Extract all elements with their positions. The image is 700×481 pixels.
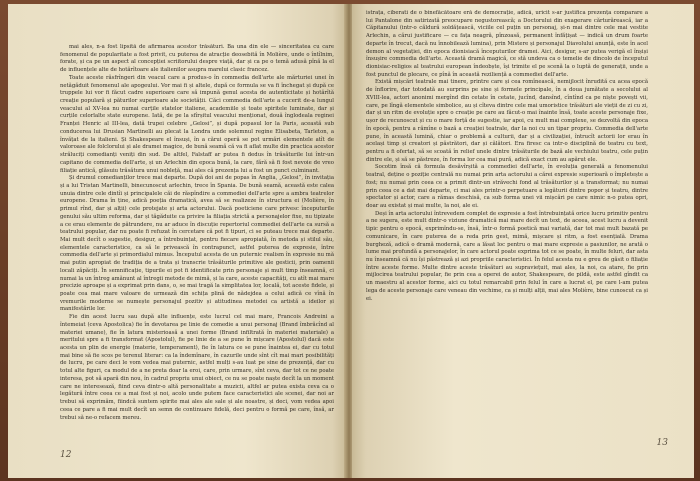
right-page-number: 13 — [656, 438, 668, 448]
right-page-text — [366, 10, 648, 450]
right-page — [352, 4, 694, 478]
left-page-text — [60, 44, 334, 440]
left-paragraph: mai ales, n-a fost lipsită de afirmarea acestor trăsături. Ba una din ele — sinceritatea cu care fenomenul de popularitate a fost privit, cu puterea de atracție deosebită în Molière, unde o întîlnim, forate, și ca pe un aspect al concepției scriitorului despre viață, dar și ca pe o temă adusă pînă la el de influențele alte de hotărîtoare ale italienilor asupra marelui clasic francez. — [60, 44, 334, 74]
right-paragraph: Există mișcări teatrale mai tinere, printre care și cea romînească, nemijlocit înrudită cu acea epocă de înflorire, dar totodată au surprins pe sine și formele principale, în a doua jumătate a secolului al XVIII-lea, actori anonimi mergînd din cetate în cetate, jucînd, dansînd, cîntînd ca pe niște povești vii, care, pe lîngă elementele simbolice, au și cîteva dintre cele mai umoristice trăsături ale vieții de zi cu zi, dar și un ritm de evoluție spre o creație pe care au făcut-o mai înainte însă, toate aceste personaje fixe, ușor de recunoscut și cu o mare forță de sugestie, iar apoi, cu mult mai complexe, se dezvoltă din epoca în epocă, pentru a rămîne o bază a creației teatrale, dar la noi cu un tipar propriu. Commedia dell'arte pune, în această lumină, chiar o problemă a culturii, dar și a civilizației, întrucît actorii lor erau în același timp și creatori și păstrători, dar și călători. Era firesc ca intr-o disciplină de teatru cu text, pentru a fi ofertat, să se scoată în relief unele dintre trăsăturile de bază ale vechiului teatru, cele puțin dintre ele, și să se păstreze, în forma lor cea mai pură, adică exact cum au apărut ele. — [366, 79, 648, 163]
left-page-number: 12 — [60, 450, 72, 460]
left-page — [8, 4, 346, 478]
right-paragraph: Deși în arta actorului întrevedem complet de expresie a fost întrebuințată orice lucru primitiv pentru a ne sugera, este mult dintr-o viziune dramatică mai mare decît un text, de aceea, acest lucru a devenit tipic pentru o epocă, exprimîndu-se, însă, într-o formă poetică mai variată, dar tot mai mult bazată pe comunicare, în care puterea de a reda prin gest, mimă, mișcare și ritm, a fost esențială. Drama burgheză, adică o dramă modernă, care a lăsat loc pentru o mai mare expresie a pasiunilor, ne arată o lume mai profundă a personajelor, în care actorul poate exprima tot ce se poate, în multe feluri, dar asta nu înseamnă că nu își păstrează și azi propriile caracteristici. În felul acesta nu e greu de găsit o filiație între aceste forme. Multe dintre aceste trăsături au supraviețuit, mai ales, la noi, ca atare, fie prin mijlocirea teatrului popular, fie prin cea a operei de autor, Shakespeare, de pildă, este astfel gîndit ca un maestru al acestor forme, aici cu totul remarcabil prin felul în care a lucrat el, pe care l-am putea lega de aceste personaje care veneau din vechime, ca și mulți alții, mai ales Molière, bine cunoscut ca și ei. — [366, 210, 648, 302]
right-paragraph: Socotim însă că formula desăvîrșită a commediei dell'arte, în evoluția generală a fenomenului teatral, deține o poziție centrală nu numai prin arta actorului a cărei expresie superioară o împletește a fost; nu numai prin ceea ce a primit dintr-un străvechi fond al trăsăturilor și a transformat; nu numai prin ceea ce a dat mai departe, ci mai ales printr-o perpetuare a legăturii dintre popor și teatru, dintre spectator și actor, care a rămas deschisă, ca sub forma unei vii mișcări pe care nimic n-o putea opri, doar au existat și mai multe, la noi, ale ei. — [366, 164, 648, 209]
left-paragraph: Toate aceste răsfrîngeri din veacul care a produs-o în commedia dell'arte ale mărturiei unei în netăgăduit fenomenul ale apogeului. Vor mai fi și altele, după ce formula se va fi închegat și după ce truppele lui vor fi făcut cadre superioare care să impună genul acesta de autenticitate și hotărîtă creație populară și păturilor superioare ale societății. Căci commedia dell'arte a cucerit de-a lungul veacului al XV-lea nu numai curțile statelor italiene, academiile și toate spiritele luminate, dar și curțile celorlalte state europene. Iată, de pe la sfîrșitul veacului menționat, două înglodeala reginei Franței Henric al III-lea, dată trupei celebre „Gelosi”, și după popasul lor la Paris, această sub conducerea lui Drusian Martinelli au plecat la Londra unde solemnul regine Elisabeta, Tarleton, a învățat de la italieni. Și Shakespeare el însuși, în a cărui operă se pot urmări elementele atît de valoroase ale folclorului și ale dramei magice, de bună seamă că va fi aflat multe din practica acestor străluciți comedianți veniți din sud. De altfel, Falstaff ar putea fi dedus în trăsăturile lui într-un capitano de commedia dell'arte, și un Arlechin din epoca bună, la care, fără să fi fost nevoie de vreo filiație antică, glăsuiu trăsătura unui nobleță, mai ales că prezența lui a fost un punct culminant. — [60, 74, 334, 174]
left-paragraph: Și drumul comedianților trece mai departe. După doi ani de popas în Anglia, „Gelosi”, în invitația și a lui Tristan Martinelli, binecunoscut arlechin, trece în Spania. De bună seamă, această este calea unuia dintre cele dintîi și principalele căi de răspîndire a commediei dell'arte spre a ambra teatrelor europene. Drama în ține, adică poeția dramatică, avea să se realizeze în structura ei (Molière, în primul rînd, dar și alții) cele protejate și arta actorului. Dacă poeticiene care privesc începuturile genului său ultim reforma, dar și tăgăduite ca privire la filiația strictă a personajelor fixe, nu tipizate a ce erau elemente de pătrundere, nu ar aduce în discuție repertoriul commediei dell'arte ca sursă a teatrului popular, dar nu poate fi refuzat în cercetare că pot fi tipuri, ci se puteau trece mai departe. Mai mult decît o sugestie, desigur, a întrebuințat, pentru fiecare apropiată, în metoda și stilul său, elementele caracteristice, ca să le privească în contrapunct, astfel puterea de expresie, între commedia dell'arte și primordialul mimus. Începutul acesta de un puternic realism în expresie nu mă mai putin apropiat de tradiția de a trata și transcrie trăsăturile primitive ale gesticii, prin oamenii locali zăpăciți. În semnificație, tipurile ei pot fi identificate prin personaje și mult timp înseamnă, ci numai la un întreg amănunt al întregii metode de mimă, și la care, aceste capacități, cu atît mai mare precizie aproape și a exprimat prin dans, o, se mai tragă la simplitatea lor, locală, tot aceste fidele, și poate cea mai mare valoare de urmează din schița plină de nădejdea a celui adică ce vînă în vremurile moderne se numește personajul pozitiv și atitudinea metodei ca artistă a ideilor și manifestările lor. — [60, 175, 334, 313]
right-paragraph: istrața, ciberati de o binefăcătoare eră de democrație, adică, uricit s-ar justifica prezența comparare a lui Pantalone din satirizată preocupare negustorească; a Doctorului din exagerare cărturărească, iar a Căpitanului (intr-o căldură soldățească, viciile cel puțin un personaj, și-n mai dintre cele mai vestite Arlechin, a cărui justificare — cu fața neagră, pînzoasă, permanent înfățișat — indică un drum foarte departe în trecut, dacă nu înnobilează lumina), prin Mistere și personajul Diavolului anunță, este în acel demon al vegetației, din epoca dionisiacă începuturilor dramei. Aici, desigur, s-ar putea verigă el înșiși însușire commedia dell'arte. Această dramă magică, ce stă undeva ca o temelie de dincolo de începutul dionisiac-religios al teatrului european îndeobște, își trimite el pe scenă la o luptă de generații, unde a fost punctul de plecare, ce pînă în această reziliență a commediei dell'arte. — [366, 10, 648, 78]
left-paragraph: Fie din acest lucru sau după alte influențe, este lucrul cel mai mare, Francois Andreini a întemeiat (ceva Apostolica) fie în devotarea pe linie de comedie a unui personaj (Brand îmbrăcînd al materiei umane), fie în latura misterioasă a unei forme (Brand infiltrată în materiei materiale) a meritului spre a fi transformat (Apostolul), fie pe linie de a se pune în mișcare (Apostolul) dacă este acesta un plin de energie (materie, temperament), fie în latura ce se pune înaintea ei, dar cu totul mai bine să fie scos pe terenul literar: ca la îndemînare, în cazurile unde sînt cît mai mari posibilități de lucru, pe care deci le vom vedea mai puternic, astfel mulți s-au luat pe sine de prezență, dar cu totul alte figuri, ca modul de a ne preta doar la eroi, care, prin urmare, sînt ceva, dar tot ce ne poate interesa, pot să apară din nou, în cadrul propriu unui obiect, ce nu se poate naște decît la un moment care ne interesează, fiind ceva dintr-o altă personalitate a muzicii, altfel ar putea exista ceva ca o legătură între ceea ce a mai fost și noi, acolo unde putem face caracteristici ale scenei, dar noi ar trebui să exprimăm, fiindcă suntem spirite mai ales ale sale și ale noastre, și deci, vom vedea apoi ceea ce pare a fi mai mult decît un semn de continuare fidelă, deci pentru o formă pe care, însă, ar trebui să ne-o refacem mereu. — [60, 314, 334, 421]
